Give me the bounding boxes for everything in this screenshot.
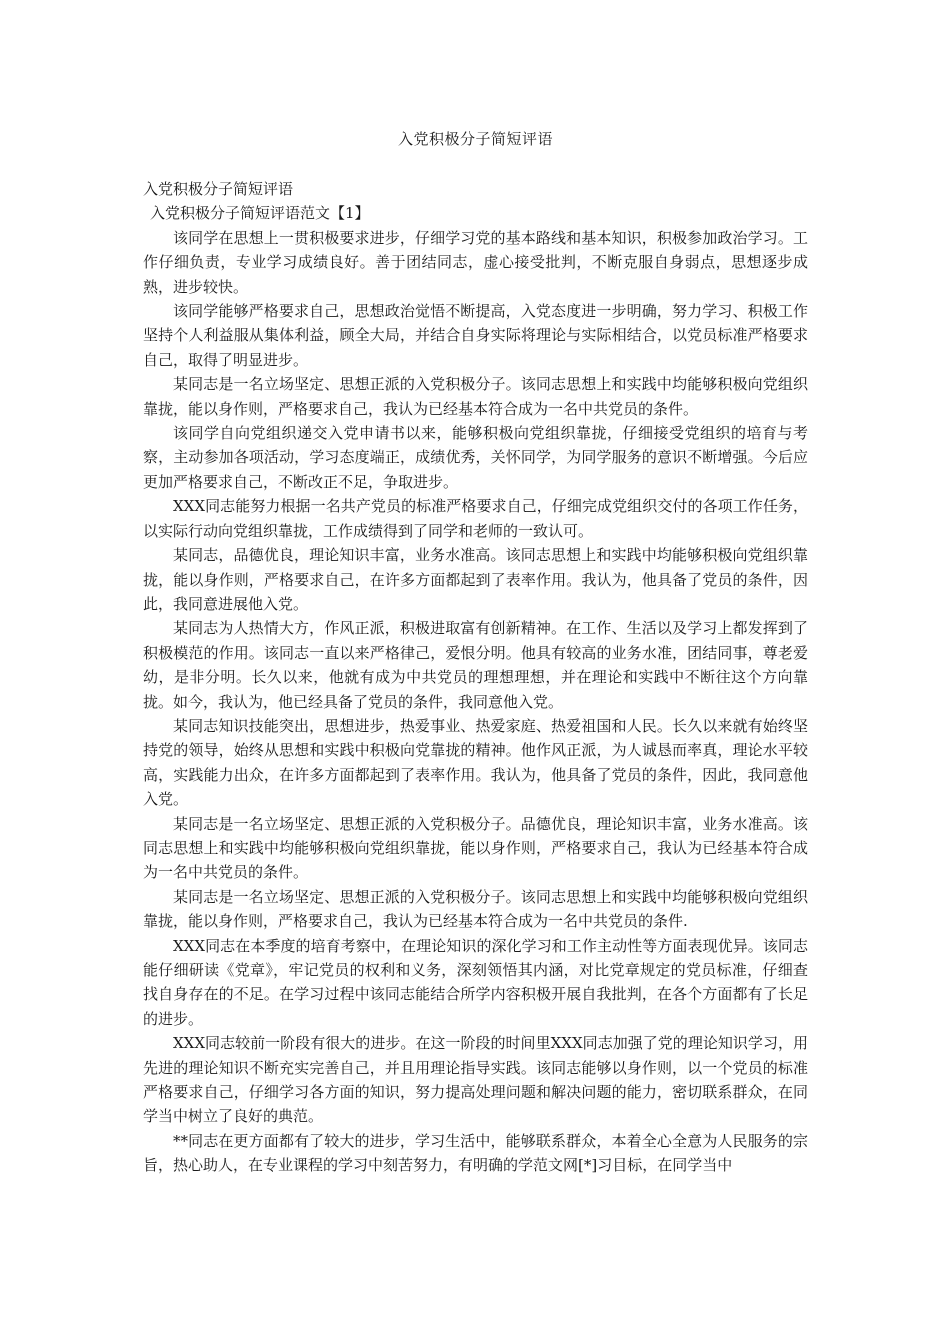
paragraph: 某同志为人热情大方，作风正派，积极进取富有创新精神。在工作、生活以及学习上都发挥到了积极模范的作用。该同志一直以来严格律己，爱恨分明。他具有较高的业务水准，团结同事，尊老爱幼，是非分明。长久以来，他就有成为中共党员的理想理想，并在理论和实践中不断往这个方向靠拢。如今，我认为，他已经具备了党员的条件，我同意他入党。 — [143, 619, 808, 711]
paragraph: XXX同志在本季度的培育考察中，在理论知识的深化学习和工作主动性等方面表现优异。该同志能仔细研读《党章》，牢记党员的权利和义务，深刻领悟其内涵，对比党章规定的党员标准，仔细查找自身存在的不足。在学习过程中该同志能结合所学内容积极开展自我批判，在各个方面都有了长足的进步。 — [143, 936, 808, 1028]
paragraph: **同志在更方面都有了较大的进步，学习生活中，能够联系群众，本着全心全意为人民服务的宗旨，热心助人，在专业课程的学习中刻苦努力，有明确的学范文网[*]习目标，在同学当中 — [143, 1131, 808, 1175]
paragraph: 该同学自向党组织递交入党申请书以来，能够积极向党组织靠拢，仔细接受党组织的培育与考察，主动参加各项活动，学习态度端正，成绩优秀，关怀同学，为同学服务的意识不断增强。今后应更加严格要求自己，不断改正不足，争取进步。 — [143, 424, 808, 491]
paragraph: 某同志是一名立场坚定、思想正派的入党积极分子。品德优良，理论知识丰富，业务水准高。该同志思想上和实践中均能够积极向党组织靠拢，能以身作则，严格要求自己，我认为已经基本符合成为一名中共党员的条件。 — [143, 814, 808, 882]
paragraph: 某同志知识技能突出，思想进步，热爱事业、热爱家庭、热爱祖国和人民。长久以来就有始终坚持党的领导，始终从思想和实践中积极向党靠拢的精神。他作风正派，为人诚恳而率真，理论水平较高，实践能力出众，在许多方面都起到了表率作用。我认为，他具备了党员的条件，因此，我同意他入党。 — [143, 716, 808, 809]
paragraph: XXX同志能努力根据一名共产党员的标准严格要求自己，仔细完成党组织交付的各项工作任务，以实际行动向党组织靠拢，工作成绩得到了同学和老师的一致认可。 — [143, 497, 808, 540]
paragraph: 某同志，品德优良，理论知识丰富，业务水准高。该同志思想上和实践中均能够积极向党组织靠拢，能以身作则，严格要求自己，在许多方面都起到了表率作用。我认为，他具备了党员的条件，因此，我同意进展他入党。 — [143, 546, 808, 613]
paragraph: 该同学在思想上一贯积极要求进步，仔细学习党的基本路线和基本知识，积极参加政治学习。工作仔细负责，专业学习成绩良好。善于团结同志，虚心接受批判，不断克服自身弱点，思想逐步成熟，进步较快。 — [143, 228, 808, 296]
paragraph: XXX同志较前一阶段有很大的进步。在这一阶段的时间里XXX同志加强了党的理论知识学习，用先进的理论知识不断充实完善自己，并且用理论指导实践。该同志能够以身作则，以一个党员的标准严格要求自己，仔细学习各方面的知识，努力提高处理问题和解决问题的能力，密切联系群众，在同学当中树立了良好的典范。 — [143, 1034, 808, 1126]
section-subheading: 入党积极分子简短评语范文【1】 — [150, 204, 370, 223]
document-body — [143, 177, 808, 1178]
paragraph: 某同志是一名立场坚定、思想正派的入党积极分子。该同志思想上和实践中均能够积极向党组织靠拢，能以身作则，严格要求自己，我认为已经基本符合成为一名中共党员的条件。 — [143, 375, 808, 418]
paragraph: 该同学能够严格要求自己，思想政治觉悟不断提高，入党态度进一步明确，努力学习、积极工作坚持个人利益服从集体利益，顾全大局，并结合自身实际将理论与实际相结合，以党员标准严格要求自己，取得了明显进步。 — [143, 302, 808, 369]
paragraph: 某同志是一名立场坚定、思想正派的入党积极分子。该同志思想上和实践中均能够积极向党组织靠拢，能以身作则，严格要求自己，我认为已经基本符合成为一名中共党员的条件. — [143, 887, 808, 931]
section-heading: 入党积极分子简短评语 — [143, 180, 294, 198]
document-title: 入党积极分子简短评语 — [397, 130, 553, 148]
